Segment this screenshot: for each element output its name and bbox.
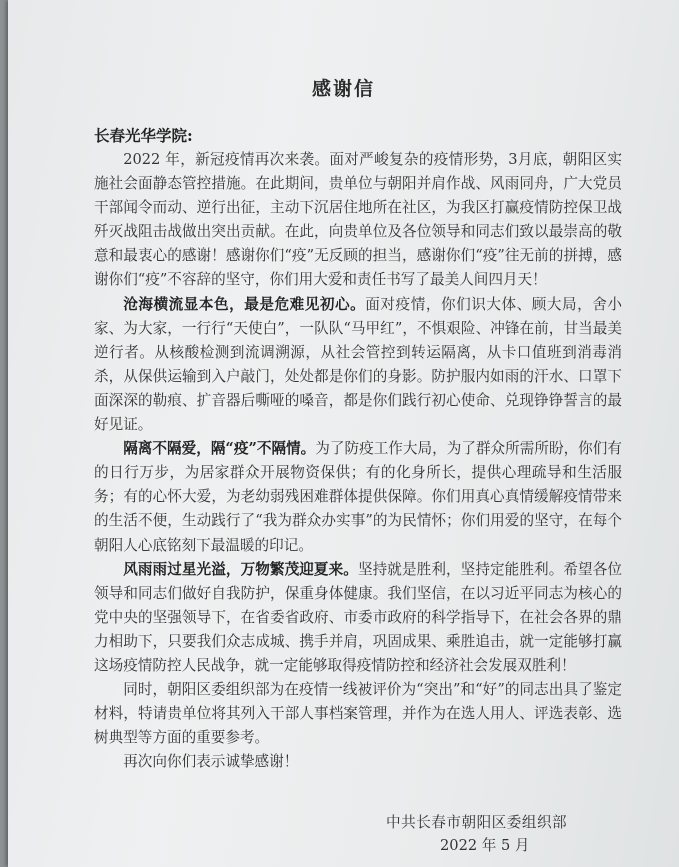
letter-date: 2022 年 5 月 — [440, 837, 530, 854]
paragraph-4-text: 坚持就是胜利，坚持定能胜利。希望各位领导和同志们做好自我防护，保重身体健康。我们坚信，在以习近平同志为核心的党中央的坚强领导下，在省委省政府、市委市政府的科学指导下，在社会各界的鼎力相助下，只要我们众志成城、携手并肩，巩固成果、乘胜追击，就一定能够打赢这场疫情防控人民战争，就一定能够取得疫情防控和经济社会发展双胜利！ — [94, 560, 622, 674]
letter-body — [94, 148, 622, 774]
paragraph-3-lead: 隔离不隔爱，隔“疫”不隔情。 — [123, 440, 316, 458]
paragraph-1-text: 2022 年，新冠疫情再次来袭。面对严峻复杂的疫情形势，3月底，朝阳区实施社会面静态管控措施。在此期间，贵单位与朝阳并肩作战、风雨同舟，广大党员干部闻令而动、逆行出征，主动下沉居住地所在社区，为我区打赢疫情防控保卫战歼灭战阻击战做出突出贡献。在此，向贵单位及各位领导和同志们致以最崇高的敬意和最衷心的感谢！感谢你们“疫”无反顾的担当，感谢你们“疫”往无前的拼搏，感谢你们“疫”不容辞的坚守，你们用大爱和责任书写了最美人间四月天！ — [94, 151, 622, 289]
letter-title: 感谢信 — [311, 78, 375, 100]
paragraph-2 — [94, 293, 622, 438]
paragraph-2-lead: 沧海横流显本色，最是危难见初心。 — [123, 295, 366, 313]
paragraph-1 — [94, 148, 622, 293]
paragraph-3-text: 为了防疫工作大局，为了群众所需所盼，你们有的日行万步，为居家群众开展物资保供；有的化身所长，提供心理疏导和生活服务；有的心怀大爱，为老幼弱残困难群体提供保障。你们用真心真情缓解疫情带来的生活不便，生动践行了“我为群众办实事”的为民情怀；你们用爱的坚守，在每个朝阳人心底铭刻下最温暖的印记。 — [94, 440, 622, 554]
paragraph-3 — [94, 437, 622, 557]
paragraph-6 — [94, 750, 622, 774]
letter-signature: 中共长春市朝阳区委组织部 — [386, 814, 568, 831]
paragraph-6-text: 再次向你们表示诚挚感谢！ — [123, 753, 299, 771]
paragraph-4 — [94, 558, 622, 678]
paragraph-2-text: 面对疫情，你们识大体、顾大局，舍小家、为大家，一行行“天使白”，一队队“马甲红”，不惧艰险、冲锋在前，甘当最美逆行者。从核酸检测到流调溯源，从社会管控到转运隔离，从卡口值班到消毒消杀，从保供运输到入户敲门，处处都是你们的身影。防护服内如雨的汗水、口罩下面深深的勒痕、扩音器后嘶哑的嗓音，都是你们践行初心使命、兑现铮铮誓言的最好见证。 — [94, 295, 622, 434]
paragraph-5-text: 同时，朝阳区委组织部为在疫情一线被评价为“突出”和“好”的同志出具了鉴定材料，特请贵单位将其列入干部人事档案管理，并作为在选人用人、评选表彰、选树典型等方面的重要参考。 — [94, 681, 622, 747]
paragraph-5 — [94, 678, 622, 750]
letter-salutation: 长春光华学院: — [94, 126, 193, 145]
letter-paper — [8, 0, 679, 867]
paragraph-4-lead: 风雨雨过星光溢，万物繁茂迎夏来。 — [123, 560, 358, 578]
